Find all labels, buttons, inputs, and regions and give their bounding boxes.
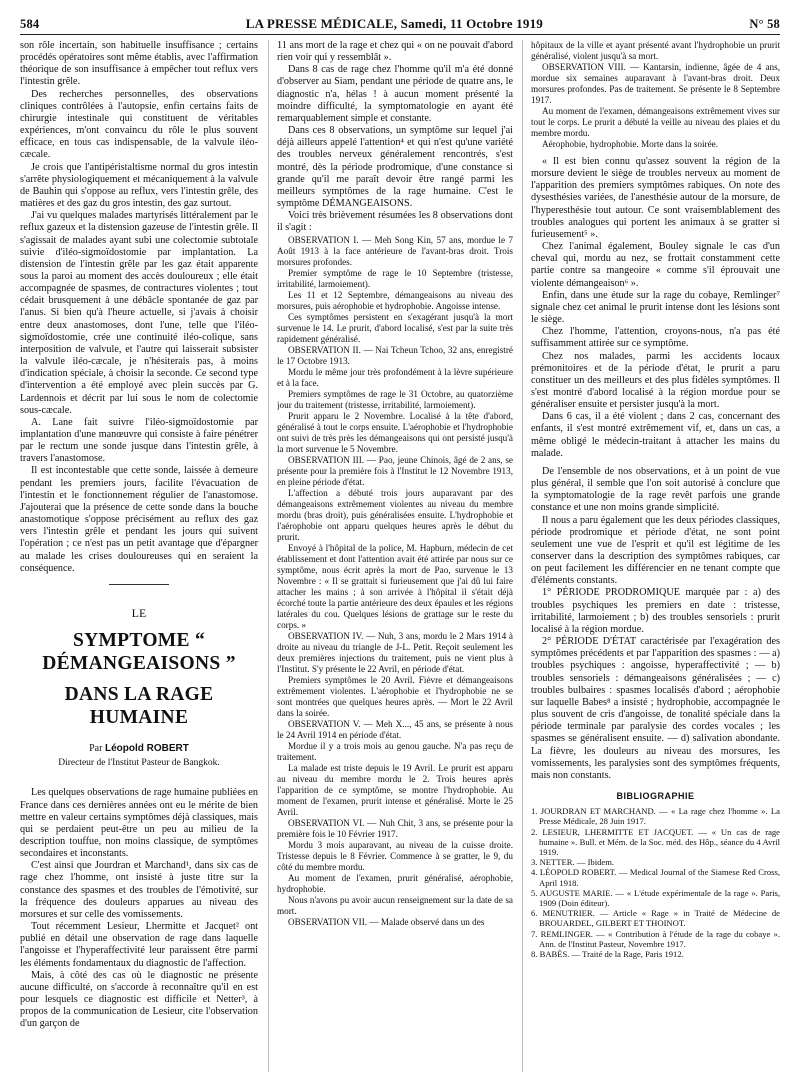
paragraph: OBSERVATION VI. — Nuh Chit, 3 ans, se présente pour la première fois le 10 Février 1917.	[277, 817, 513, 839]
paragraph: Je crois que l'antipéristaltisme normal du gros intestin s'arrête physiologiquement et mécaniquement à la valvule de Bauhin qui s'oppose au reflux, vers l'intestin grêle, des matières et des gaz du gros intestin, des gaz surtout.	[20, 161, 258, 210]
paragraph: son rôle incertain, son habituelle insuffisance ; certains procédés opératoires sont même établis, avec l'affirmation théorique de son insuffisance à empêcher tout reflux vers l'intestin grêle.	[20, 40, 258, 88]
paragraph: hôpitaux de la ville et ayant présenté avant l'hydrophobie un prurit généralisé, violent jusqu'à sa mort.	[531, 40, 780, 61]
journal-title: LA PRESSE MÉDICALE, Samedi, 11 Octobre 1919	[245, 16, 543, 31]
paragraph: Prurit apparu le 2 Novembre. Localisé à la tête d'abord, généralisé à tout le corps ensuite. L'aérophobie et l'hydrophobie ont suivi de très près les démangeaisons qui ont persisté jusqu'à la mort survenue le 5 Novembre.	[277, 410, 513, 454]
bibliography-item: 8. BABÈS. — Traité de la Rage, Paris 1912.	[531, 948, 684, 959]
article-intro	[20, 787, 258, 1030]
paragraph: A. Lane fait suivre l'iléo-sigmoïdostomie par implantation d'une manœuvre qui consiste à faire pénétrer par le rectum une sonde jusque dans l'intestin grêle, à travers l'anastomose.	[20, 416, 258, 465]
bibliography-item: 7. REMLINGER. — « Contribution à l'étude de la rage du cobaye ». Ann. de l'Institut Pasteur, Novembre 1917.	[531, 928, 780, 949]
paragraph: Chez l'animal également, Bouley signale le cas d'un cheval qui, mordu au nez, se frottait constamment cette partie contre sa mangeoire « comme s'il éprouvait une violente démangeaison⁶ ».	[531, 241, 780, 289]
bibliography-item: 4. LÉOPOLD ROBERT. — Medical Journal of the Siamese Red Cross, April 1918.	[531, 867, 780, 888]
paragraph: Au moment de l'examen, prurit généralisé, aérophobie, hydrophobie.	[277, 872, 513, 894]
paragraph: Mordu 3 mois auparavant, au niveau de la cuisse droite. Tristesse depuis le 8 Février. Commence à se gratter, le 9, du côté du membre mordu.	[277, 839, 513, 872]
bibliography-title: BIBLIOGRAPHIE	[616, 790, 695, 801]
paragraph: OBSERVATION I. — Meh Song Kin, 57 ans, mordue le 7 Août 1913 à la face antérieure de l'avant-bras droit. Trois morsures profondes.	[277, 234, 513, 267]
byline-prefix: Par	[89, 743, 103, 755]
paragraph: 2° PÉRIODE D'ÉTAT caractérisée par l'exagération des symptômes précédents et par l'apparition des spasmes : — a) troubles psychiques : angoisse, hyperaffectivité ; — b) troubles sensoriels : démangeaisons généralisées ; — c) troubles bulbaires : spasmes localisés d'abord ; aérophobie sur laquelle Babes⁸ a insisté ; hydrophobie, accompagnée le plus souvent de cris d'angoisse, de tonalité spéciale dans la période terminale par paralysie des cordes vocales ; les spasmes se généralisent ensuite. — d) salivation abondante. La fièvre, les douleurs au niveau des morsures, les vomissements, les paralysies sont des symptômes fréquents, mais non constants.	[531, 636, 780, 781]
paragraph: Nous n'avons pu avoir aucun renseignement sur la date de sa mort.	[277, 894, 513, 916]
paragraph: Au moment de l'examen, démangeaisons extrêmement vives sur tout le corps. Le prurit a débuté la veille au niveau des plaies et du membre mordu.	[531, 106, 780, 138]
column-2	[277, 40, 513, 1075]
article-body-2	[277, 40, 513, 928]
paragraph: Premier symptôme de rage le 10 Septembre (tristesse, irritabilité, larmoiement).	[277, 267, 513, 289]
paragraph: OBSERVATION VIII. — Kantarsin, indienne, âgée de 4 ans, mordue six semaines auparavant à l'avant-bras droit. Deux morsures profondes. Pas de traitement. Se présente le 8 Septembre 1917.	[531, 62, 780, 105]
column-3	[531, 40, 780, 1075]
paragraph: Dans ces 8 observations, un symptôme sur lequel j'ai déjà ailleurs appelé l'attention⁴ et qui n'est qu'une variété des troubles nerveux généralement rencontrés, s'est montré, dès la période prodromique, d'une constance si grande qu'il me paraît devoir être rangé parmi les meilleurs symptômes de la rage humaine. C'est le symptôme DÉMANGEAISONS.	[277, 125, 513, 210]
previous-article-end	[20, 40, 258, 575]
paragraph: J'ai vu quelques malades martyrisés littéralement par le reflux gazeux et la distension gazeuse de l'intestin grêle. Il s'agissait de malades ayant subi une colectomie subtotale suivie d'iléo-sigmoïdostomie par implantation. La distension de l'intestin grêle par les gaz était apparente sous la paroi au moment des accès douloureux ; elle était accompagnée de spasmes, de contractures violentes ; tout cédait brusquement à une débâcle spontanée de gaz par l'anus. Si bien qu'à l'heure actuelle, si j'avais à choisir entre deux anastomoses, dont l'une, telle que l'iléo-sigmoïdostomie, crée une continuité iléo-colique, sans interposition de valvule, et l'autre qui laisserait subsister la valvule iléo-cæcale, je n'hésiterais pas, à moins d'indication spéciale, à choisir la seconde. Ce second type d'intervention a été employé avec plein succès par G. Lardennois et décrit par lui sous le nom de colectomie sous-cæcale.	[20, 210, 258, 416]
paragraph: Tout récemment Lesieur, Lhermitte et Jacquet² ont publié en détail une observation de rage dans laquelle l'angoisse et l'hyperaffectivité leur paraissent être parmi les éléments fondamentaux du diagnostic de l'affection.	[20, 921, 258, 969]
paragraph: Mordu le même jour très profondément à la lèvre supérieure et à la face.	[277, 366, 513, 388]
paragraph: Voici très brièvement résumées les 8 observations dont il s'agit :	[277, 210, 513, 234]
paragraph: Dans 8 cas de rage chez l'homme qu'il m'a été donné d'observer au Siam, pendant une période de quatre ans, le diagnostic n'a, hélas ! à aucun moment présenté la moindre difficulté, la symptomatologie en ayant été remarquablement simple et constante.	[277, 64, 513, 124]
bibliography-item: 2. LESIEUR, LHERMITTE ET JACQUET. — « Un cas de rage humaine ». Bull. et Mém. de la Soc. méd. des Hôp., séance du 4 Avril 1919.	[531, 826, 780, 857]
paragraph: L'affection a débuté trois jours auparavant par des démangeaisons extrêmement violentes au niveau du membre mordu (bras droit), puis généralisées ensuite. L'hydrophobie et l'aérophobie ont apparu quelques heures après le début du prurit.	[277, 487, 513, 542]
paragraph: Enfin, dans une étude sur la rage du cobaye, Remlinger⁷ signale chez cet animal le prurit intense dont les lésions sont le siège.	[531, 289, 780, 326]
bibliography-item: 6. MENUTRIER. — Article « Rage » in Traité de Médecine de BROUARDEL, GILBERT ET THOINOT.	[531, 908, 780, 929]
paragraph: Des recherches personnelles, des observations cliniques contrôlées à l'autopsie, enfin certains faits de chirurgie intestinale qui constituent de véritables expériences, m'ont convaincu du rôle le plus souvent efficace, en tous cas indispensable, de la valvule iléo-cæcale.	[20, 88, 258, 161]
paragraph: OBSERVATION VII. — Malade observé dans un des	[288, 916, 485, 927]
header-rule	[20, 34, 780, 35]
paragraph: Dans 6 cas, il a été violent ; dans 2 cas, concernant des enfants, il s'est montré extrêmement vif, et, dans un cas, a même obligé le médecin-traitant à attacher les mains du malade.	[531, 411, 780, 459]
issue-number: N° 58	[749, 16, 780, 31]
paragraph: Aérophobie, hydrophobie. Morte dans la soirée.	[542, 139, 719, 149]
paragraph: Chez l'homme, l'attention, croyons-nous, n'a pas été suffisamment attirée sur ce symptôme.	[531, 326, 780, 350]
paragraph: OBSERVATION II. — Nai Tcheun Tchoo, 32 ans, enregistré le 17 Octobre 1913.	[277, 344, 513, 366]
column-1	[20, 40, 258, 1075]
bibliography-item: 5. AUGUSTE MARIE. — « L'étude expérimentale de la rage ». Paris, 1909 (Doin éditeur).	[531, 887, 780, 908]
bibliography-item: 1. JOURDRAN ET MARCHAND. — « La rage chez l'homme ». La Presse Médicale, 28 Juin 1917.	[531, 806, 780, 827]
paragraph: OBSERVATION IV. — Nuh, 3 ans, mordu le 2 Mars 1914 à droite au niveau du triangle de J-L. Petit. Reçoit seulement les deux premières injections du traitement, puis ne vient plus à l'Institut. S'y présente le 22 Avril, en période d'état.	[277, 630, 513, 674]
paragraph: 1° PÉRIODE PRODROMIQUE marquée par : a) des troubles psychiques les premiers en date : tristesse, irritabilité, larmoiement ; b) des troubles sensoriels : prurit localisé à la région mordue.	[531, 587, 780, 635]
bibliography-item: 3. NETTER. — Ibidem.	[531, 857, 615, 868]
paragraph: Premiers symptômes le 20 Avril. Fièvre et démangeaisons extrêmement violentes. L'aérophobie et l'hydrophobie ne se sont montrées que quelques heures après. — Mort le 22 Avril dans la soirée.	[277, 674, 513, 718]
paragraph: Envoyé à l'hôpital de la police, M. Hapburn, médecin de cet établissement et dont l'attention avait été attirée par nous sur ce symptôme, nous écrit après la mort de Pao, survenue le 13 Novembre : « Il se grattait si furieusement que j'ai dû lui faire attacher les mains ; à son arrivée à l'hôpital il s'était déjà écorché toute la partie antérieure des deux épaules et les régions latérales du cou. Quelques lésions de grattage sur le reste du corps. »	[277, 542, 513, 630]
paragraph: Mordue il y a trois mois au genou gauche. N'a pas reçu de traitement.	[277, 740, 513, 762]
article-title-line-2: DANS LA RAGE HUMAINE	[64, 684, 214, 729]
paragraph: Il nous a paru également que les deux périodes classiques, période prodromique et période d'état, ne sont point seulement une vue de l'esprit et qu'il est légitime de les conserver dans la description des symptômes rabiques, car on peut facilement les différencier en ne tenant compte que d'éléments constants.	[531, 514, 780, 587]
article-separator	[109, 584, 169, 585]
paragraph: De l'ensemble de nos observations, et à un point de vue plus général, il semble que l'on soit autorisé à conclure que la symptomatologie de la rage revêt parfois une grande constance et une non moins grande simplicité.	[531, 465, 780, 514]
column-divider	[268, 40, 269, 1072]
byline	[20, 743, 258, 755]
column-divider	[522, 40, 523, 1072]
paragraph: La malade est triste depuis le 19 Avril. Le prurit est apparu au niveau du membre mordu le 2. Trois heures après l'apparition de ce symptôme, se montre l'hydrophobie. Au moment de l'examen, prurit intense et généralisé. Morte le 25 Avril.	[277, 762, 513, 817]
paragraph: Les quelques observations de rage humaine publiées en France dans ces dernières années ont eu le mérite de bien mettre en valeur certains symptômes déjà classiques, mais qui se perdaient peut-être un peu au milieu de la description touffue, non moins classique, de symptômes secondaires et inconstants.	[20, 787, 258, 860]
bibliography-list	[531, 806, 780, 959]
paragraph: Mais, à côté des cas où le diagnostic ne présente aucune difficulté, on s'accorde à reconnaître qu'il en est pour lesquels ce diagnostic est difficile et Netter³, à propos de la communication de Lesieur, cite l'observation d'un garçon de	[20, 969, 258, 1030]
page-number: 584	[20, 16, 40, 31]
paragraph: Chez nos malades, parmi les accidents locaux prémonitoires et de la période d'état, le prurit a paru constituer un des meilleurs et des plus fidèles symptômes. Il s'est montré d'abord localisé à la région mordue pour se généraliser ensuite et persister jusqu'à la mort.	[531, 350, 780, 411]
author-name: Léopold ROBERT	[104, 743, 189, 755]
paragraph: OBSERVATION III. — Pao, jeune Chinois, âgé de 2 ans, se présente pour la première fois à l'Institut le 12 Novembre 1913, en pleine période d'état.	[277, 454, 513, 487]
paragraph: Les 11 et 12 Septembre, démangeaisons au niveau des morsures, puis aérophobie et hydrophobie. Angoisse intense.	[277, 289, 513, 311]
article-prefix: LE	[131, 605, 147, 620]
paragraph: 11 ans mort de la rage et chez qui « on ne pouvait d'abord rien voir qui y ressemblât ».	[277, 40, 513, 64]
paragraph: Ces symptômes persistent en s'exagérant jusqu'à la mort survenue le 14. Le prurit, d'abord localisé, s'est par la suite très rapidement généralisé.	[277, 311, 513, 344]
paragraph: C'est ainsi que Jourdran et Marchand¹, dans six cas de rage chez l'homme, ont insisté à juste titre sur la constance des spasmes et des troubles de l'émotivité, sur la fréquence des douleurs apparues au niveau des morsures et sur celle des vomissements.	[20, 860, 258, 920]
paragraph: Il est incontestable que cette sonde, laissée à demeure pendant les premiers jours, facilite l'évacuation de l'intestin et le fonctionnement régulier de l'anastomose. J'ajouterai que la présence de cette sonde dans la bouche anastomotique s'oppose précisément au reflux des gaz vers l'intestin grêle et pendant les jours qui suivent l'opération ; ce n'est pas un petit avantage que d'épargner au malade les crises douloureuses qui en seraient la conséquence.	[20, 465, 258, 574]
paragraph: Premiers symptômes de rage le 31 Octobre, au quatorzième jour du traitement (tristesse, irritabilité, larmoiement).	[277, 388, 513, 410]
article-body-3	[531, 40, 780, 782]
paragraph: « Il est bien connu qu'assez souvent la région de la morsure devient le siège de troubles nerveux au moment de l'apparition des premiers symptômes rabiques. On note des dysesthésies variées, de l'anesthésie autour de la morsure, de l'hyperesthésie tout autour. Ce sont vraisemblablement des troubles analogues qui portent les animaux à se gratter si furieusement⁵ ».	[531, 156, 780, 240]
page-header	[20, 14, 780, 34]
author-affiliation: Directeur de l'Institut Pasteur de Bangkok.	[58, 758, 220, 769]
paragraph: OBSERVATION V. — Meh X..., 45 ans, se présente à nous le 24 Avril 1914 en période d'état.	[277, 718, 513, 740]
article-title: SYMPTOME “ DÉMANGEAISONS ”	[42, 630, 236, 675]
